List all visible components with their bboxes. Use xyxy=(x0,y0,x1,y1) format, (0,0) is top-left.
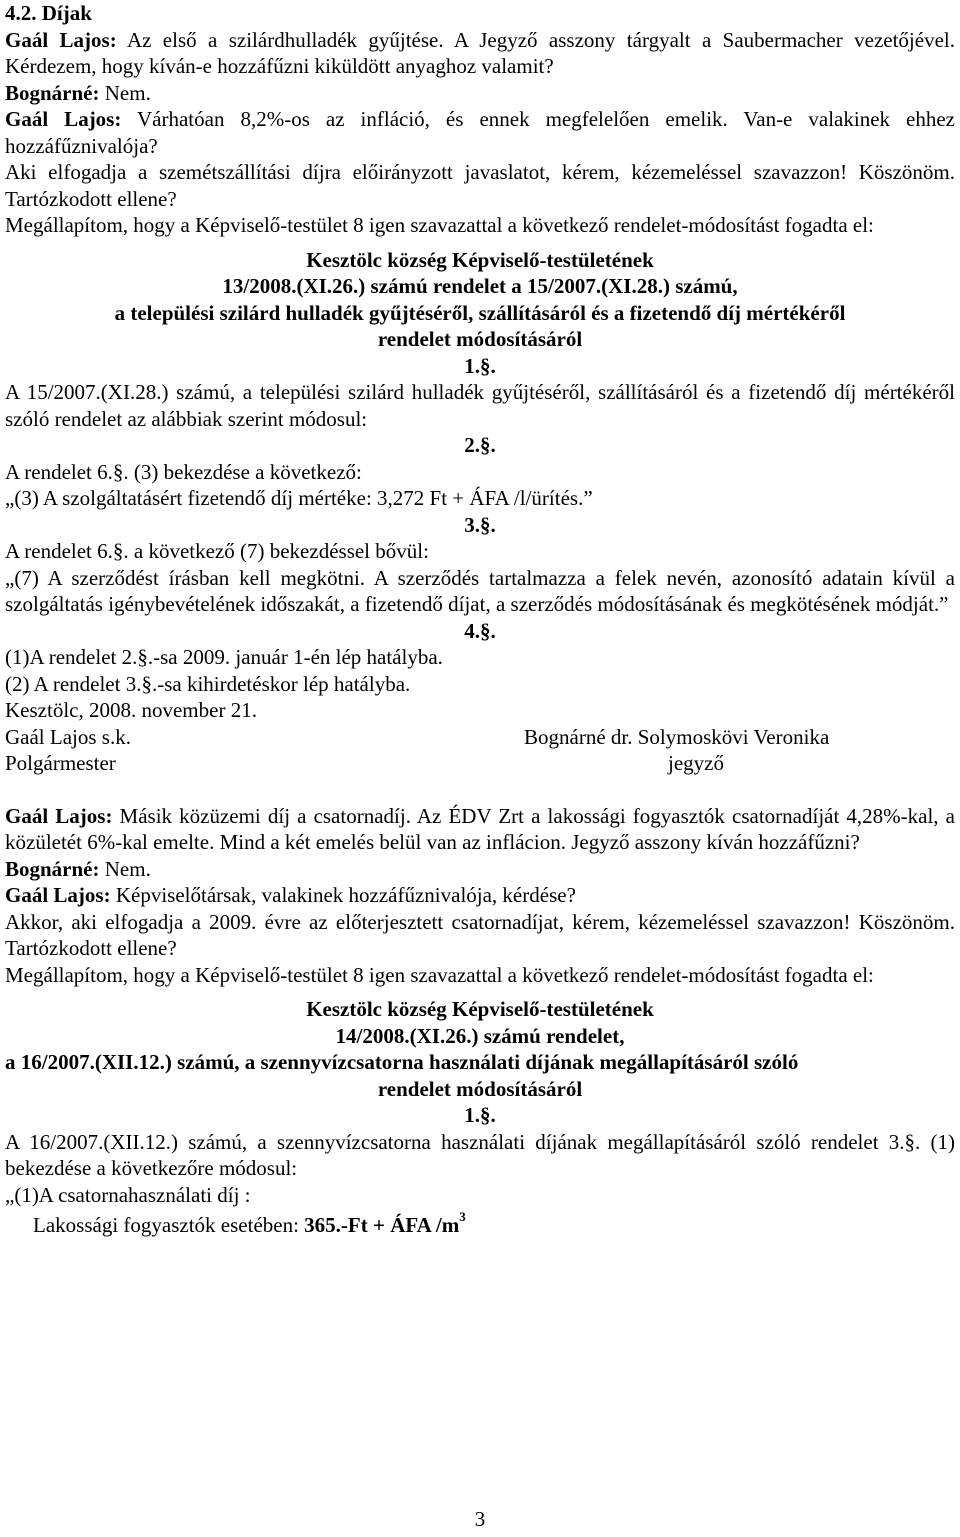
regulation-heading-line: 14/2008.(XI.26.) számú rendelet, xyxy=(335,1023,625,1048)
paragraph-text: Nem. xyxy=(99,80,151,105)
section-number: 2.§. xyxy=(464,433,496,457)
paragraph-text: Másik közüzemi díj a csatornadíj. Az ÉDV Zrt a lakossági fogyasztók csatornadíját 4,28%-kal, a közületét 6%-kal emelte. Mind a két emelés belül van az inflácion. Jegyző asszony kíván hozzáfűzni? xyxy=(5,803,955,854)
notary-name: Bognárné dr. Solymoskövi Veronika xyxy=(524,724,830,749)
paragraph-resolution-1: Megállapítom, hogy a Képviselő-testület 8 igen szavazattal a következő rendelet-módosítást fogadta el: xyxy=(5,213,874,237)
fee-line xyxy=(5,1209,955,1239)
page-number: 3 xyxy=(474,1507,486,1531)
speaker-label: Gaál Lajos: xyxy=(5,883,111,907)
quoted-text: „(1)A csatornahasználati díj : xyxy=(5,1182,251,1207)
document-page xyxy=(5,0,955,1239)
section-number: 3.§. xyxy=(464,512,496,537)
regulation-heading-line: a települési szilárd hulladék gyűjtéséről, szállításáról és a fizetendő díj mértékéről xyxy=(114,300,846,325)
signature-titles-row xyxy=(5,750,955,777)
fee-value: 365.-Ft + ÁFA /m xyxy=(304,1213,460,1237)
regulation-14-2008 xyxy=(5,996,955,1239)
section-text: (2) A rendelet 3.§.-sa kihirdetéskor lép hatályba. xyxy=(5,671,411,696)
paragraph-resolution-2: Megállapítom, hogy a Képviselő-testület 8 igen szavazattal a következő rendelet-módosítást fogadta el: xyxy=(5,962,874,987)
regulation-heading-line: 13/2008.(XI.26.) számú rendelet a 15/2007.(XI.28.) számú, xyxy=(222,274,738,298)
regulation-heading-line: Kesztölc község Képviselő-testületének xyxy=(306,247,654,272)
regulation-13-2008 xyxy=(5,247,955,777)
regulation-heading-line: Kesztölc község Képviselő-testületének xyxy=(306,997,654,1021)
section-title: 4.2. Díjak xyxy=(5,1,92,25)
paragraph-vote-2: Akkor, aki elfogadja a 2009. évre az előterjesztett csatornadíjat, kérem, kézemeléssel szavazzon! Köszönöm. Tartózkodott ellene? xyxy=(5,909,955,960)
section-text: A rendelet 6.§. a következő (7) bekezdéssel bővül: xyxy=(5,539,429,563)
section-text: „(7) A szerződést írásban kell megkötni. A szerződés tartalmazza a felek nevén, azonosító adatain kívül a szolgáltatás igénybevételének időszakát, a fizetendő díjat, a szerződés módosításának és megkötésének módját.” xyxy=(5,565,955,616)
speaker-label: Gaál Lajos: xyxy=(5,107,122,131)
speaker-label: Gaál Lajos: xyxy=(5,803,113,828)
section-number: 4.§. xyxy=(464,618,496,643)
speaker-label: Gaál Lajos: xyxy=(5,27,117,52)
section-number: 1.§. xyxy=(464,1103,496,1127)
paragraph-gaal-2 xyxy=(5,106,955,159)
section-text: „(3) A szolgáltatásért fizetendő díj mértéke: 3,272 Ft + ÁFA /l/ürítés.” xyxy=(5,486,593,510)
section-number: 1.§. xyxy=(464,353,496,378)
spacer xyxy=(5,777,955,803)
paragraph-gaal-1 xyxy=(5,27,955,80)
paragraph-text: Várhatóan 8,2%-os az infláció, és ennek megfelelően emelik. Van-e valakinek ehhez hozzáfűznivalója? xyxy=(5,107,955,158)
section-text: A 16/2007.(XII.12.) számú, a szennyvízcsatorna használati díjának megállapításáról szóló rendelet 3.§. (1) bekezdése a következőre módosul: xyxy=(5,1129,955,1180)
paragraph-text: Az első a szilárdhulladék gyűjtése. A Jegyző asszony tárgyalt a Saubermacher vezetőjével. Kérdezem, hogy kíván-e hozzáfűzni kiküldött anyaghoz valamit? xyxy=(5,27,955,78)
paragraph-vote-1: Aki elfogadja a szemétszállítási díjra előirányzott javaslatot, kérem, kézemeléssel szavazzon! Köszönöm. Tartózkodott ellene? xyxy=(5,160,955,211)
paragraph-bognarne-1 xyxy=(5,80,955,107)
speaker-label: Bognárné: xyxy=(5,80,100,105)
signature-names-row xyxy=(5,724,955,751)
regulation-heading-line: a 16/2007.(XII.12.) számú, a szennyvízcsatorna használati díjának megállapításáról szóló xyxy=(5,1050,799,1074)
regulation-heading-line: rendelet módosításáról xyxy=(377,1076,583,1101)
mayor-name: Gaál Lajos s.k. xyxy=(5,724,131,749)
paragraph-gaal-3 xyxy=(5,803,955,856)
paragraph-text: Nem. xyxy=(99,856,151,881)
mayor-title: Polgármester xyxy=(5,751,116,775)
section-text: (1)A rendelet 2.§.-sa 2009. január 1-én lép hatályba. xyxy=(5,645,443,669)
notary-title: jegyző xyxy=(668,751,724,775)
paragraph-text: Képviselőtársak, valakinek hozzáfűznivalója, kérdése? xyxy=(110,883,576,907)
paragraph-bognarne-2 xyxy=(5,856,955,883)
section-text: A rendelet 6.§. (3) bekezdése a következő: xyxy=(5,459,362,484)
section-text: A 15/2007.(XI.28.) számú, a települési szilárd hulladék gyűjtéséről, szállításáról és a fizetendő díj mértékéről szóló rendelet az alábbiak szerint módosul: xyxy=(5,380,955,431)
speaker-label: Bognárné: xyxy=(5,856,100,881)
fee-unit-exponent: 3 xyxy=(459,1209,466,1224)
place-date: Kesztölc, 2008. november 21. xyxy=(5,698,257,722)
paragraph-gaal-4 xyxy=(5,882,955,909)
fee-label: Lakossági fogyasztók esetében: xyxy=(33,1213,305,1237)
regulation-heading-line: rendelet módosításáról xyxy=(377,327,583,351)
